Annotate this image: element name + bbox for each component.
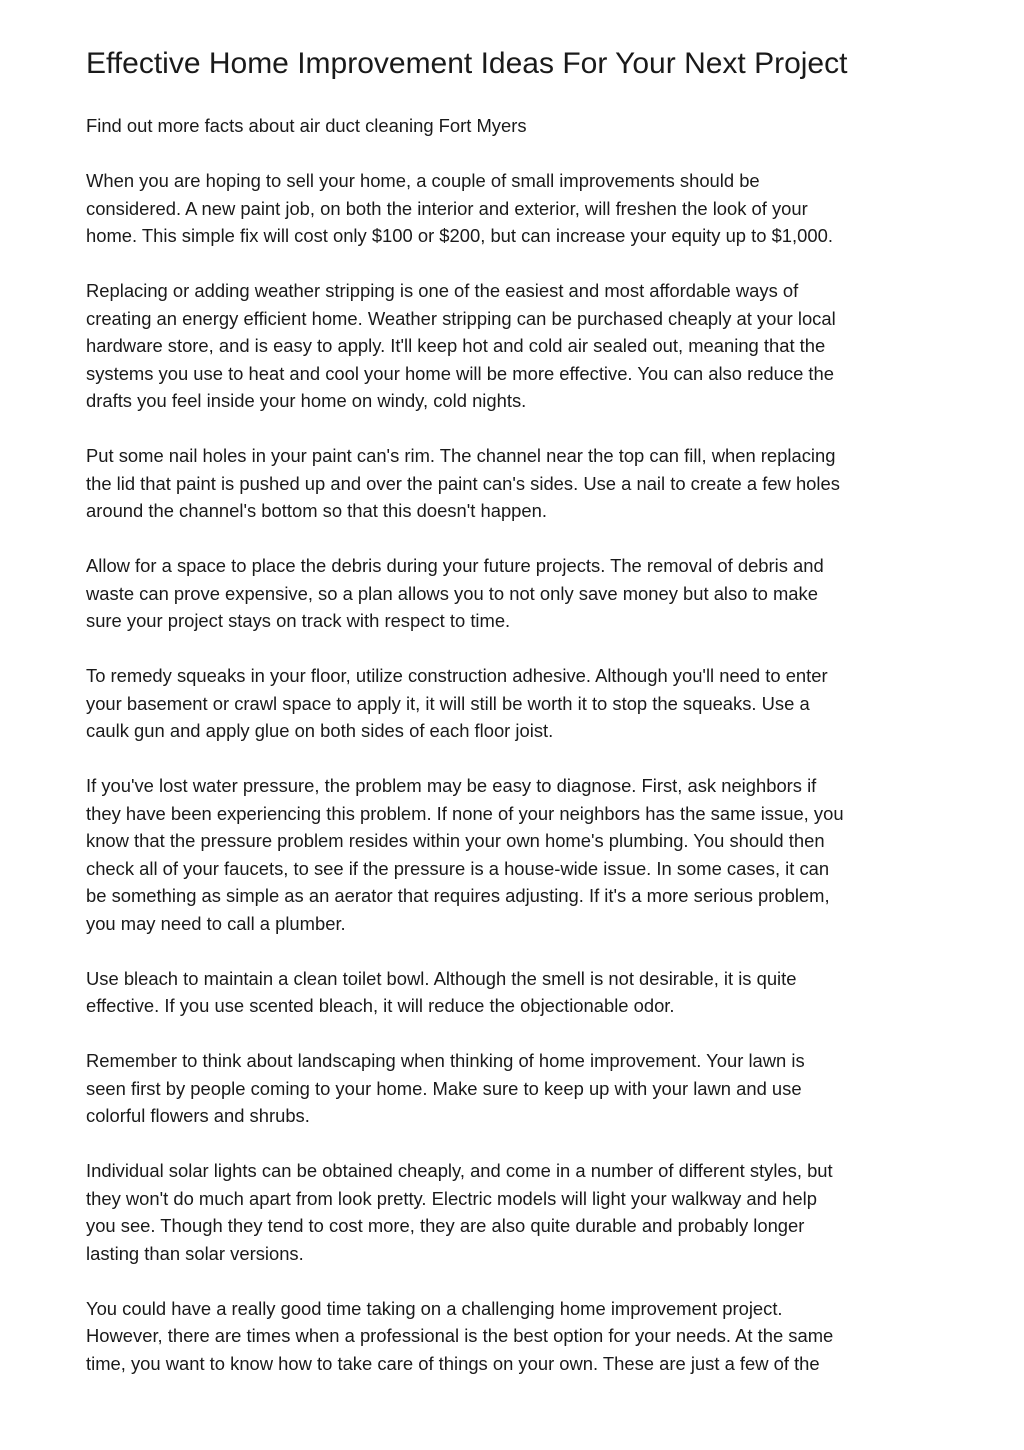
paragraph-line: be something as simple as an aerator that requires adjusting. If it's a more serious problem, xyxy=(86,885,830,906)
paragraph xyxy=(86,772,946,937)
paragraph-line: check all of your faucets, to see if the pressure is a house-wide issue. In some cases, it can xyxy=(86,857,830,879)
paragraph-line: seen first by people coming to your home. Make sure to keep up with your lawn and use xyxy=(86,1077,802,1099)
paragraph-line: creating an energy efficient home. Weather stripping can be purchased cheaply at your local xyxy=(86,307,836,329)
paragraph-line: However, there are times when a professional is the best option for your needs. At the same xyxy=(86,1325,834,1346)
paragraph-line: You could have a really good time taking on a challenging home improvement project. xyxy=(86,1297,783,1319)
paragraph xyxy=(86,1295,946,1378)
paragraph-line: considered. A new paint job, on both the interior and exterior, will freshen the look of your xyxy=(86,197,808,219)
paragraph-line: Allow for a space to place the debris during your future projects. The removal of debris and xyxy=(86,555,824,576)
intro-link-text: Find out more facts about air duct cleaning Fort Myers xyxy=(86,115,527,136)
paragraph xyxy=(86,1047,946,1130)
paragraph-line: caulk gun and apply glue on both sides of each floor joist. xyxy=(86,720,554,741)
paragraph xyxy=(86,965,946,1020)
paragraph-line: Individual solar lights can be obtained cheaply, and come in a number of different styles, but xyxy=(86,1160,833,1181)
paragraph-line: lasting than solar versions. xyxy=(86,1242,304,1264)
paragraph xyxy=(86,552,946,635)
document-page xyxy=(86,44,946,1405)
paragraph-line: effective. If you use scented bleach, it will reduce the objectionable odor. xyxy=(86,995,675,1016)
paragraph xyxy=(86,662,946,745)
paragraph-line: you see. Though they tend to cost more, they are also quite durable and probably longer xyxy=(86,1215,805,1236)
paragraph-line: the lid that paint is pushed up and over the paint can's sides. Use a nail to create a few holes xyxy=(86,472,840,494)
paragraph-line: time, you want to know how to take care of things on your own. These are just a few of the xyxy=(86,1352,820,1374)
paragraph-line: sure your project stays on track with respect to time. xyxy=(86,610,511,631)
paragraph-line: Remember to think about landscaping when thinking of home improvement. Your lawn is xyxy=(86,1050,805,1071)
paragraph xyxy=(86,442,946,525)
paragraph-line: Use bleach to maintain a clean toilet bowl. Although the smell is not desirable, it is quite xyxy=(86,967,797,989)
paragraph xyxy=(86,277,946,415)
paragraph-line: home. This simple fix will cost only $100 or $200, but can increase your equity up to $1,000. xyxy=(86,225,833,246)
paragraph xyxy=(86,1157,946,1267)
paragraph-line: colorful flowers and shrubs. xyxy=(86,1105,310,1126)
paragraph-line: Replacing or adding weather stripping is one of the easiest and most affordable ways of xyxy=(86,280,799,301)
paragraph xyxy=(86,167,946,250)
paragraph-line: If you've lost water pressure, the problem may be easy to diagnose. First, ask neighbors if xyxy=(86,775,817,796)
paragraph-line: drafts you feel inside your home on windy, cold nights. xyxy=(86,390,527,411)
paragraph-line: your basement or crawl space to apply it, it will still be worth it to stop the squeaks. Use a xyxy=(86,692,810,714)
paragraph-line: around the channel's bottom so that this doesn't happen. xyxy=(86,500,547,521)
paragraph-line: you may need to call a plumber. xyxy=(86,912,346,934)
paragraph-line: hardware store, and is easy to apply. It'll keep hot and cold air sealed out, meaning that the xyxy=(86,335,826,356)
paragraph-line: know that the pressure problem resides within your own home's plumbing. You should then xyxy=(86,830,825,851)
paragraph-line: waste can prove expensive, so a plan allows you to not only save money but also to make xyxy=(86,582,818,604)
paragraph-line: To remedy squeaks in your floor, utilize construction adhesive. Although you'll need to enter xyxy=(86,665,828,686)
article-body xyxy=(86,167,946,1377)
paragraph-line: Put some nail holes in your paint can's rim. The channel near the top can fill, when replacing xyxy=(86,445,836,466)
paragraph-line: they have been experiencing this problem. If none of your neighbors has the same issue, you xyxy=(86,802,844,824)
page-title: Effective Home Improvement Ideas For Your Next Project xyxy=(86,47,848,80)
paragraph-line: they won't do much apart from look pretty. Electric models will light your walkway and help xyxy=(86,1187,817,1209)
paragraph-line: systems you use to heat and cool your home will be more effective. You can also reduce the xyxy=(86,362,834,384)
paragraph-line: When you are hoping to sell your home, a couple of small improvements should be xyxy=(86,170,760,191)
